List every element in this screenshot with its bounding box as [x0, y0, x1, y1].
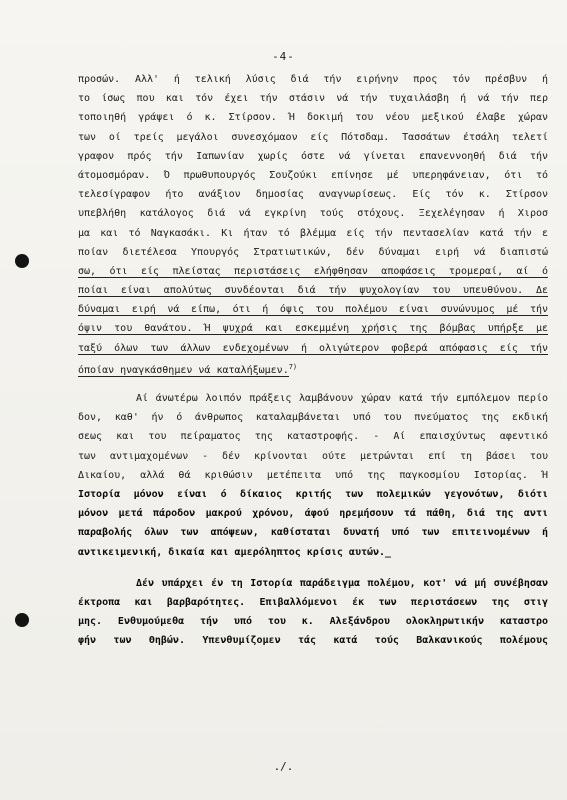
text-line: γραφον πρός τήν Ιαπωνίαν χωρίς όστε νά γίνεται επανεννοηθή διά τήν: [78, 150, 548, 162]
text-line: παραβολής όλων των απόψεων, καθίσταται δυνατή υπό των επιτεινομένων ή: [78, 527, 548, 539]
continuation-mark: ./.: [273, 760, 294, 773]
text-line: το ίσως που και τόν έχει τήν στάσιν νά τήν τυχαιλάσβη ή νά τήν περ: [78, 93, 548, 105]
underlined-text-line: όψιν του θανάτου. Ή ψυχρά και εσκεμμένη χρήσις της βόμβας υπήρξε με: [78, 323, 548, 335]
text-line: άτομοσμόραν. Ό πρωθυπουργός Σουζούκι επίνησε μέ υπερηφάνειαν, ότι τό: [78, 169, 548, 181]
text-line: των αντιμαχομένων - δέν κρίνονται ούτε μετρώνται επί τη βάσει του: [78, 450, 548, 462]
text-line: δον, καθ' ήν ό άνθρωπος καταλαμβάνεται υπό του πνεύματος της εκδική: [78, 412, 548, 424]
text-line: τοποιηθή γράψει ό κ. Στίρσον. Ή δοκιμή του νέου μεξικού έλαβε χώραν: [78, 112, 548, 124]
underlined-text-line: όποίαν ηναγκάσθημεν νά καταλήξωμεν.$^{7)}$: [78, 362, 298, 377]
text-line: υπεβλήθη κατάλογος διά νά εγκρίνη τούς στόχους. Ξεχελέγησαν ή Χιροσ: [78, 208, 548, 220]
text-line: Ιστορία μόνον είναι ό δίκαιος κριτής των πολεμικών γεγονότων, διότι: [78, 488, 548, 500]
text-line: των οί τρείς μεγάλοι συνεσχόμαον είς Πότσδαμ. Τασσάτων έτσάλη τελετί: [78, 131, 548, 143]
paragraph-1: [78, 70, 548, 377]
text-line: προσών. Αλλ' ή τελική λύσις διά τήν ειρήνην προς τόν πρέσβυν ή: [78, 74, 548, 85]
underlined-text-line: ποίαι είναι απολύτως συνδέονται διά τήν ψυχολογίαν του υπευθύνου. Δε: [78, 285, 548, 297]
text-line: Δικαίου, αλλά θά κριθώσιν μετέπειτα υπό της παγκοσμίου Ιστορίας. Ή: [78, 469, 548, 481]
footnote-marker: 7): [288, 362, 298, 371]
underlined-text-line: ταξύ όλων των άλλων ενδεχομένων ή ολιγώτερον φοβερά απόφασις είς τήν: [78, 342, 548, 354]
punch-hole-top: [15, 254, 29, 268]
paragraph-2: [78, 389, 548, 562]
paragraph-3: [78, 574, 548, 651]
body-text: [78, 70, 548, 650]
text-line: μης. Ενθυμούμεθα τήν υπό του κ. Αλεξάνδρου ολοκληρωτικήν καταστρο: [78, 616, 548, 628]
underlined-text-line: σω, ότι είς πλείστας περιστάσεις ελήφθησαν αποφάσεις τρομεραί, αί ό: [78, 265, 548, 277]
underlined-text-line: δύναμαι ειρή νά είπω, ότι ή όψις του πολέμου είναι συνώνυμος μέ τήν: [78, 304, 548, 316]
text-line: έκτροπα και βαρβαρότητες. Επιβαλλόμενοι έκ των περιστάσεων της στιγ: [78, 596, 548, 608]
text-line: ποίαν διετέλεσα Υπουργός Στρατιωτικών, δέν δύναμαι ειρή νά διαπιστώ: [78, 246, 548, 258]
text-line: σεως και του πείραματος της καταστροφής. - Αί επαισχύντως αφεντικό: [78, 431, 548, 443]
punch-hole-bottom: [15, 613, 29, 627]
page-number: -4-: [272, 50, 295, 63]
text-line: τελεσίγραφον ήτο ανάξιον δημοσίας αναγνωρίσεως. Είς τόν κ. Στίρσον: [78, 189, 548, 201]
text-line: αντικειμενική, δικαία και αμερόληπτος κρίσις αυτών._: [78, 546, 392, 558]
text-line: Δέν υπάρχει έν τη Ιστορία παράδειγμα πολέμου, κοτ' νά μή συνέβησαν: [136, 577, 548, 589]
text-line: μόνον μετά πάροδον μακρού χρόνου, άφού ηρεμήσουν τά πάθη, διά της αντι: [78, 508, 548, 520]
text-line: Αί άνωτέρω λοιπόν πράξεις λαμβάνουν χώραν κατά τήν εμπόλεμον περίο: [136, 393, 548, 404]
text-line: μα και τό Ναγκασάκι. Κι ήταν τό βλέμμα είς τήν πεντασελίαν κατά τήν ε: [78, 227, 548, 239]
text-line: φήν των Θηβών. Υπενθυμίζομεν τάς κατά τούς Βαλκανικούς πολέμους: [78, 635, 548, 647]
